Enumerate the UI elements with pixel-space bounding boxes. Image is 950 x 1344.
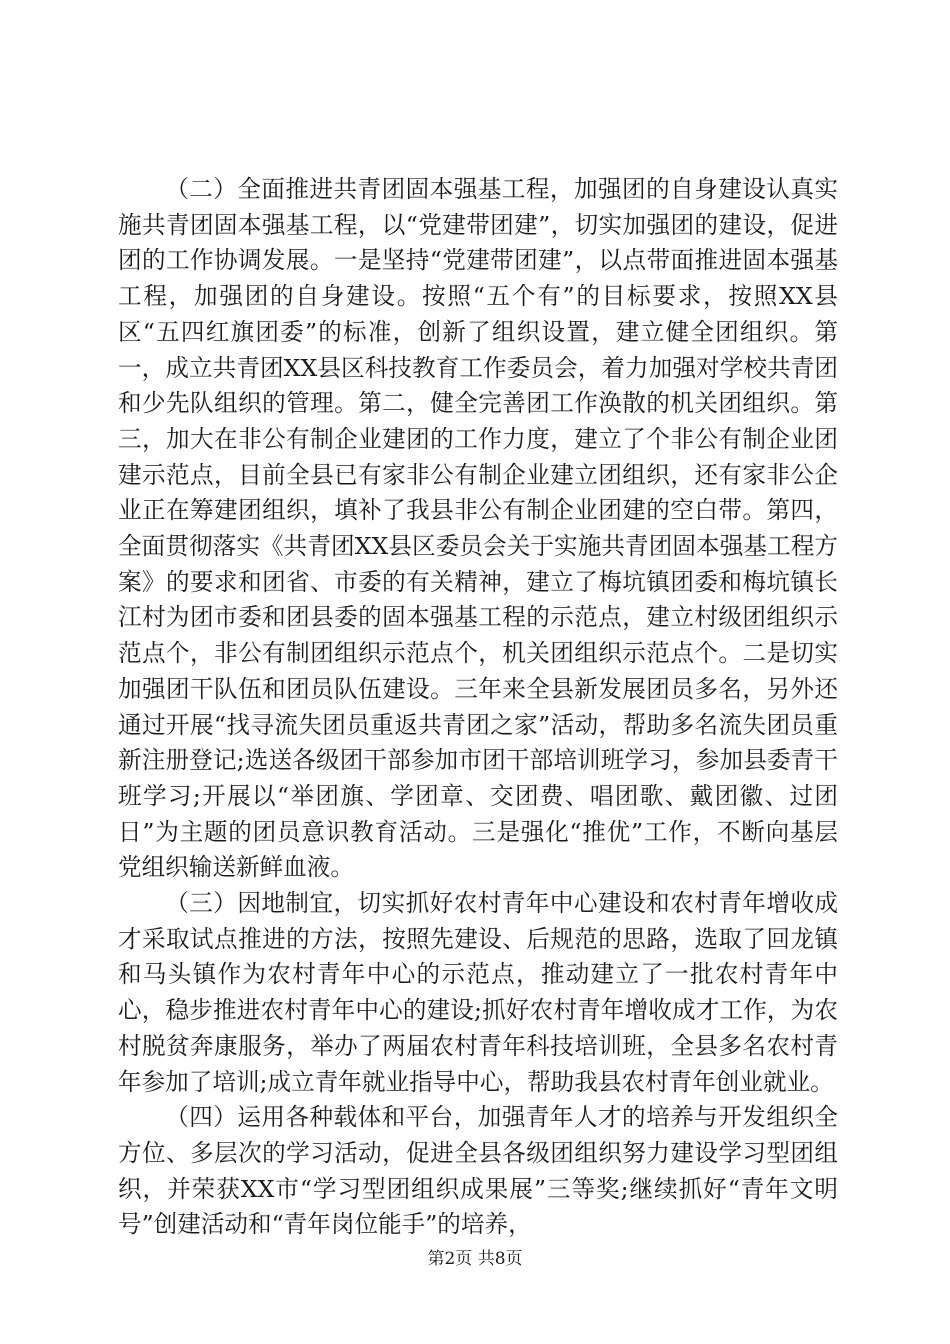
paragraph-four: （四）运用各种载体和平台，加强青年人才的培养与开发组织全方位、多层次的学习活动，促进全县各级团组织努力建设学习型团组织，并荣获XX市“学习型团组织成果展”三等奖;继续抓好“青年文明号”创建活动和“青年岗位能手”的培养， [118,1103,838,1239]
document-body [118,172,838,1243]
page-number-footer: 第2页 共8页 [427,1249,523,1269]
paragraph-three: （三）因地制宜，切实抓好农村青年中心建设和农村青年增收成才采取试点推进的方法，按照先建设、后规范的思路，选取了回龙镇和马头镇作为农村青年中心的示范点，推动建立了一批农村青年中心，稳步推进农村青年中心的建设;抓好农村青年增收成才工作，为农村脱贫奔康服务，举办了两届农村青年科技培训班，全县多名农村青年参加了培训;成立青年就业指导中心，帮助我县农村青年创业就业。 [118,889,838,1096]
paragraph-two: （二）全面推进共青团固本强基工程，加强团的自身建设认真实施共青团固本强基工程，以“党建带团建”，切实加强团的建设，促进团的工作协调发展。一是坚持“党建带团建”，以点带面推进固本强基工程，加强团的自身建设。按照“五个有”的目标要求，按照XX县区“五四红旗团委”的标准，创新了组织设置，建立健全团组织。第一，成立共青团XX县区科技教育工作委员会，着力加强对学校共青团和少先队组织的管理。第二，健全完善团工作涣散的机关团组织。第三，加大在非公有制企业建团的工作力度，建立了个非公有制企业团建示范点，目前全县已有家非公有制企业建立团组织，还有家非公企业正在筹建团组织，填补了我县非公有制企业团建的空白带。第四，全面贯彻落实《共青团XX县区委员会关于实施共青团固本强基工程方案》的要求和团省、市委的有关精神，建立了梅坑镇团委和梅坑镇长江村为团市委和团县委的固本强基工程的示范点，建立村级团组织示范点个，非公有制团组织示范点个，机关团组织示范点个。二是切实加强团干队伍和团员队伍建设。三年来全县新发展团员多名，另外还通过开展“找寻流失团员重返共青团之家”活动，帮助多名流失团员重新注册登记;选送各级团干部参加市团干部培训班学习，参加县委青干班学习;开展以“举团旗、学团章、交团费、唱团歌、戴团徽、过团日”为主题的团员意识教育活动。三是强化“推优”工作，不断向基层党组织输送新鲜血液。 [118,175,838,882]
